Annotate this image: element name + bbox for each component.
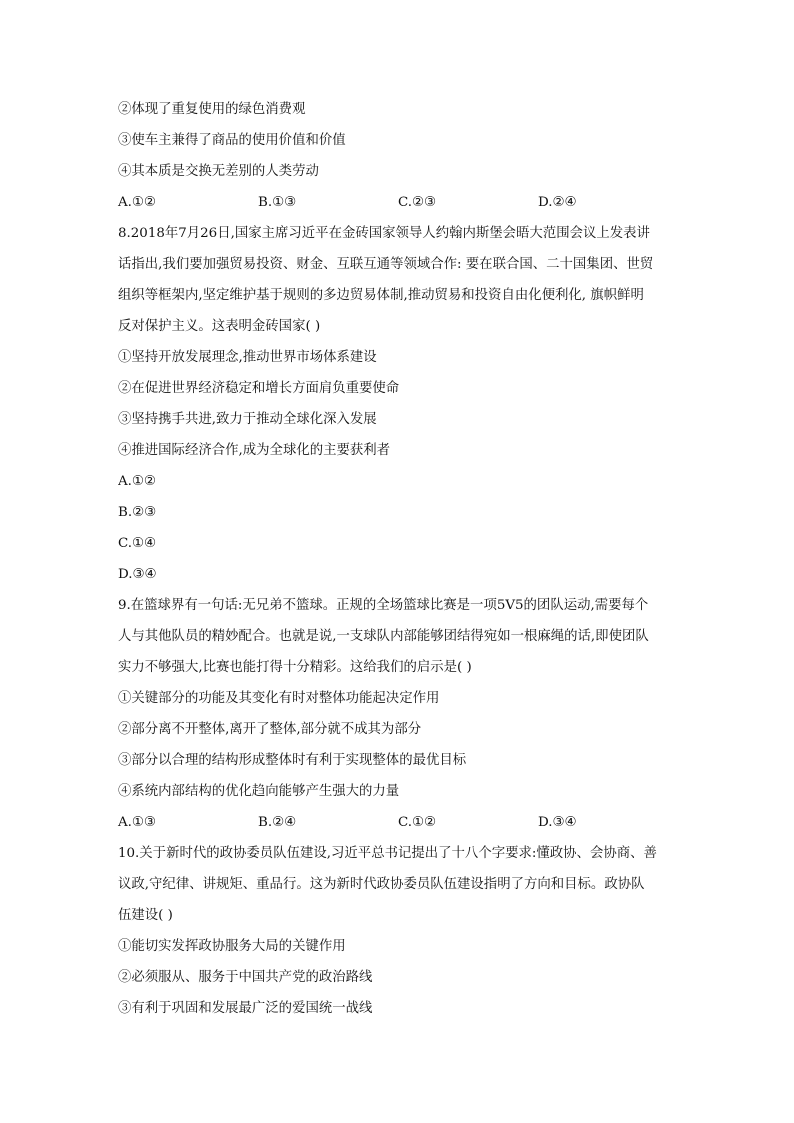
q9-option-4: ④系统内部结构的优化趋向能够产生强大的力量	[118, 784, 400, 799]
q9-choices	[118, 813, 688, 833]
q8-option-4: ④推进国际经济合作,成为全球化的主要获利者	[118, 443, 391, 458]
exam-page	[118, 100, 688, 1030]
q8-option-2: ②在促进世界经济稳定和增长方面肩负重要使命	[118, 381, 400, 396]
q10-option-1: ①能切实发挥政协服务大局的关键作用	[118, 939, 346, 954]
q8-choice-b: B.②③	[118, 505, 157, 520]
q9-stem	[118, 596, 688, 678]
q7-choices	[118, 193, 688, 213]
q8-choice-d: D.③④	[118, 567, 157, 582]
q8-stem-line: 话指出,我们要加强贸易投资、财金、互联互通等领域合作: 要在联合国、二十国集团、世贸	[118, 257, 654, 272]
q8-stem-line: 组织等框架内,坚定维护基于规则的多边贸易体制,推动贸易和投资自由化便利化, 旗帜鲜明	[118, 288, 644, 303]
q7-option-2: ②体现了重复使用的绿色消费观	[118, 102, 306, 117]
q9-choice-c: C.①②	[398, 815, 437, 830]
q8-choice-a: A.①②	[118, 474, 156, 489]
q9-choice-a: A.①③	[118, 815, 156, 830]
q9-stem-line: 人与其他队员的精妙配合。也就是说,一支球队内部能够团结得宛如一根麻绳的话,即使团队	[118, 629, 649, 644]
q9-stem-line: 实力不够强大,比赛也能打得十分精彩。这给我们的启示是( )	[118, 660, 472, 675]
q9-choice-b: B.②④	[258, 815, 297, 830]
q8-option-3: ③坚持携手共进,致力于推动全球化深入发展	[118, 412, 377, 427]
q7-choice-d: D.②④	[538, 195, 577, 210]
q10-stem-line: 10.关于新时代的政协委员队伍建设,习近平总书记提出了十八个字要求:懂政协、会协商、善	[118, 846, 657, 861]
q8-stem	[118, 224, 688, 337]
q9-option-3: ③部分以合理的结构形成整体时有利于实现整体的最优目标	[118, 753, 467, 768]
q9-option-2: ②部分离不开整体,离开了整体,部分就不成其为部分	[118, 722, 422, 737]
q7-option-4: ④其本质是交换无差别的人类劳动	[118, 164, 319, 179]
q7-choice-b: B.①③	[258, 195, 297, 210]
q10-option-2: ②必须服从、服务于中国共产党的政治路线	[118, 970, 373, 985]
q7-option-3: ③使车主兼得了商品的使用价值和价值	[118, 133, 346, 148]
q9-option-1: ①关键部分的功能及其变化有时对整体功能起决定作用	[118, 691, 440, 706]
q10-option-3: ③有利于巩固和发展最广泛的爱国统一战线	[118, 1001, 373, 1016]
q8-choice-c: C.①④	[118, 536, 157, 551]
q7-choice-a: A.①②	[118, 195, 156, 210]
q9-choice-d: D.③④	[538, 815, 577, 830]
q8-stem-line: 反对保护主义。这表明金砖国家( )	[118, 319, 321, 334]
q10-stem-line: 议政,守纪律、讲规矩、重品行。这为新时代政协委员队伍建设指明了方向和目标。政协队	[118, 877, 645, 892]
q7-choice-c: C.②③	[398, 195, 437, 210]
q10-stem-line: 伍建设( )	[118, 908, 173, 923]
q9-stem-line: 9.在篮球界有一句话:无兄弟不篮球。正规的全场篮球比赛是一项5V5的团队运动,需要每个	[118, 598, 649, 613]
q10-stem	[118, 844, 688, 926]
q8-stem-line: 8.2018年7月26日,国家主席习近平在金砖国家领导人约翰内斯堡会晤大范围会议上发表讲	[118, 226, 650, 241]
q8-option-1: ①坚持开放发展理念,推动世界市场体系建设	[118, 350, 377, 365]
